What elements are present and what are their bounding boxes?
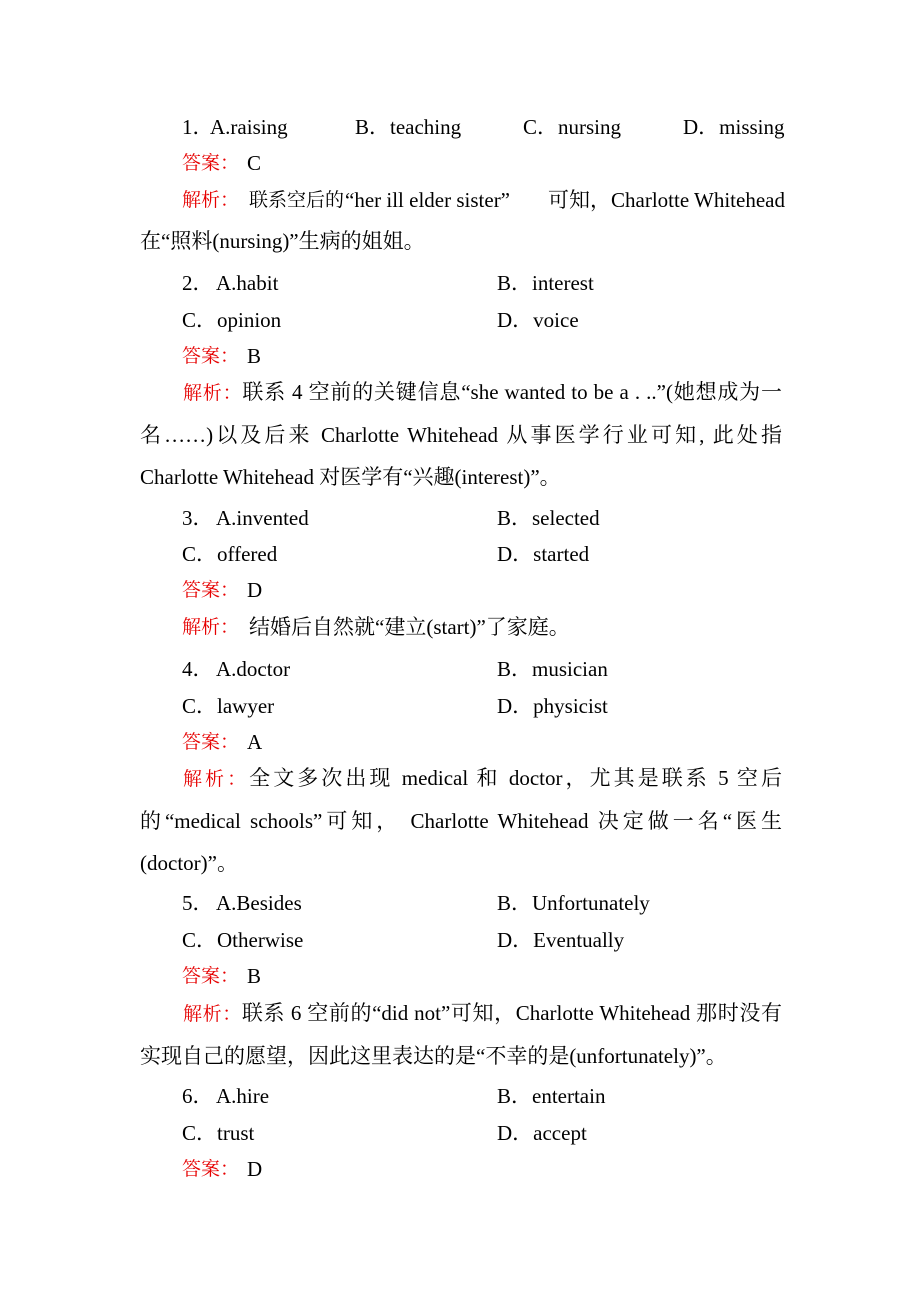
question-6-option-c: C．trust — [182, 1121, 255, 1145]
question-1-option-a: A.raising — [210, 115, 288, 139]
explanation-label: 解析： — [183, 768, 250, 790]
explanation-text: 联系 4 空前的关键信息“she wanted to be a . ..”(她想成为一名……)以及后来 Charlotte Whitehead 从事医学行业可知, 此处指 Charlotte Whitehead 对医学有“兴趣(interest)”。 — [140, 380, 782, 489]
question-5-option-b: B．Unfortunately — [497, 891, 650, 915]
question-3-option-d: D．started — [497, 542, 590, 566]
question-2-option-a: A.habit — [216, 271, 279, 295]
question-4-option-c: C．lawyer — [182, 694, 275, 718]
question-3-option-c: C．offered — [182, 542, 278, 566]
explanation-text: 全文多次出现 medical 和 doctor，尤其是联系 5 空后的“medical schools”可知， Charlotte Whitehead 决定做一名“医生(doctor)”。 — [140, 766, 782, 875]
answer-value: B — [247, 344, 262, 368]
answer-label: 答案： — [182, 1158, 240, 1180]
question-3-option-a: A.invented — [216, 506, 309, 530]
question-3-options-row-2 — [0, 539, 920, 569]
question-1-number: 1． — [182, 115, 214, 139]
explanation-label: 解析： — [182, 189, 240, 211]
answer-label: 答案： — [182, 152, 240, 174]
answer-value: B — [247, 964, 262, 988]
question-5-explanation — [140, 992, 782, 1077]
question-6-options-row-1 — [0, 1081, 920, 1111]
question-1-option-d: D．missing — [683, 115, 785, 139]
question-4-option-d: D．physicist — [497, 694, 608, 718]
question-6-options-row-2 — [0, 1118, 920, 1148]
question-2-option-d: D．voice — [497, 308, 579, 332]
question-1-explanation-line-2 — [0, 226, 920, 256]
question-4-option-b: B．musician — [497, 657, 608, 681]
question-5-number: 5． — [182, 891, 214, 915]
answer-value: C — [247, 151, 262, 175]
question-1-answer — [0, 148, 920, 178]
question-2-options-row-1 — [0, 268, 920, 298]
explanation-text: 联系 6 空前的“did not”可知，Charlotte Whitehead 那时没有实现自己的愿望，因此这里表达的是“不幸的是(unfortunately)”。 — [140, 1001, 782, 1068]
answer-label: 答案： — [182, 345, 240, 367]
question-5-options-row-2 — [0, 925, 920, 955]
question-5-option-d: D．Eventually — [497, 928, 625, 952]
question-3-answer — [0, 575, 920, 605]
question-4-options-row-2 — [0, 691, 920, 721]
explanation-label: 解析： — [183, 1003, 242, 1025]
question-5-option-a: A.Besides — [216, 891, 302, 915]
question-4-answer — [0, 727, 920, 757]
question-2-number: 2． — [182, 271, 214, 295]
question-1-options — [0, 112, 920, 142]
explanation-label: 解析： — [183, 382, 243, 404]
answer-value: A — [247, 730, 263, 754]
explanation-text: 可知，Charlotte Whitehead — [548, 188, 785, 212]
answer-label: 答案： — [182, 579, 240, 601]
question-5-options-row-1 — [0, 888, 920, 918]
answer-label: 答案： — [182, 731, 240, 753]
question-5-option-c: C．Otherwise — [182, 928, 304, 952]
question-4-option-a: A.doctor — [216, 657, 291, 681]
question-1-option-b: B．teaching — [355, 115, 462, 139]
answer-value: D — [247, 578, 263, 602]
question-6-option-b: B．entertain — [497, 1084, 606, 1108]
question-2-answer — [0, 341, 920, 371]
question-2-explanation — [140, 371, 782, 498]
question-5-answer — [0, 961, 920, 991]
question-2-option-b: B．interest — [497, 271, 594, 295]
explanation-quote: “her ill elder sister” — [345, 188, 511, 212]
answer-value: D — [247, 1157, 263, 1181]
question-4-number: 4． — [182, 657, 214, 681]
answer-label: 答案： — [182, 965, 240, 987]
question-3-options-row-1 — [0, 503, 920, 533]
question-1-option-c: C．nursing — [523, 115, 622, 139]
question-1-explanation-line-1 — [0, 185, 920, 215]
question-3-option-b: B．selected — [497, 506, 600, 530]
question-6-option-a: A.hire — [216, 1084, 270, 1108]
question-4-explanation — [140, 757, 782, 884]
question-2-options-row-2 — [0, 305, 920, 335]
question-6-number: 6． — [182, 1084, 214, 1108]
question-4-options-row-1 — [0, 654, 920, 684]
explanation-text: 联系空后的 — [249, 189, 345, 211]
question-6-answer — [0, 1154, 920, 1184]
question-6-option-d: D．accept — [497, 1121, 587, 1145]
explanation-text: 在“照料(nursing)”生病的姐姐。 — [140, 229, 425, 253]
question-2-option-c: C．opinion — [182, 308, 282, 332]
explanation-text: 结婚后自然就“建立(start)”了家庭。 — [249, 615, 570, 639]
explanation-label: 解析： — [182, 616, 240, 638]
question-3-explanation — [0, 612, 920, 642]
question-3-number: 3． — [182, 506, 214, 530]
